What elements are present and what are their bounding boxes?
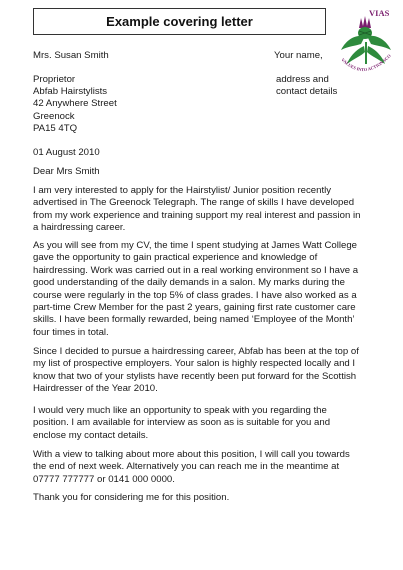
logo-arc-text: VALUES INTO ACTION SCO <box>340 53 392 73</box>
recipient-name: Mrs. Susan Smith <box>33 50 109 61</box>
recipient-line: Abfab Hairstylists <box>33 86 108 97</box>
sender-contact: contact details <box>276 86 338 97</box>
recipient-line: 42 Anywhere Street <box>33 98 117 109</box>
body-paragraph: As you will see from my CV, the time I spent studying at James Watt College gave the opportunity to gain practical experience and knowledge of hairdressing. Work was carried out in a real working environment so I have a good understanding of the daily demands in a salon. My marks during the course were regularly in the top 5% of class grades. I have also worked as a part-time Crew Member for the past 2 years, gaining first rate customer care skills. I have been formally rewarded, being named ‘Employee of the Month’ four times in total. <box>33 240 359 338</box>
recipient-line: Proprietor <box>33 74 76 85</box>
body-paragraph: I would very much like an opportunity to speak with you regarding the position. I am available for interview as soon as is suitable for you and enclose my contact details. <box>33 405 331 441</box>
letter-date: 01 August 2010 <box>33 147 100 158</box>
logo-text: VIAS <box>369 8 390 18</box>
body-paragraph: I am very interested to apply for the Hairstylist/ Junior position recently advertised in The Greenock Telegraph. The range of skills I have developed from my work experience and training support my real interest and passion in a hairdressing career. <box>33 185 361 234</box>
body-paragraph: With a view to talking about more about this position, I will call you towards the end of next week. Alternatively you can reach me in the meantime at 07777 777777 or 0141 000 0000. <box>33 449 350 485</box>
salutation: Dear Mrs Smith <box>33 166 100 177</box>
closing-line: Thank you for considering me for this position. <box>33 492 230 503</box>
recipient-line: Greenock <box>33 111 75 122</box>
vias-logo <box>333 6 397 78</box>
letter-title: Example covering letter <box>33 8 326 35</box>
body-paragraph: Since I decided to pursue a hairdressing career, Abfab has been at the top of my list of prospective employers. Your salon is highly respected locally and I know that two of your stylists have recently been put forward for the Scottish Hairdresser of the Year 2010. <box>33 346 359 395</box>
recipient-line: PA15 4TQ <box>33 123 78 134</box>
sender-address: address and <box>276 74 329 85</box>
sender-name: Your name, <box>274 50 323 61</box>
